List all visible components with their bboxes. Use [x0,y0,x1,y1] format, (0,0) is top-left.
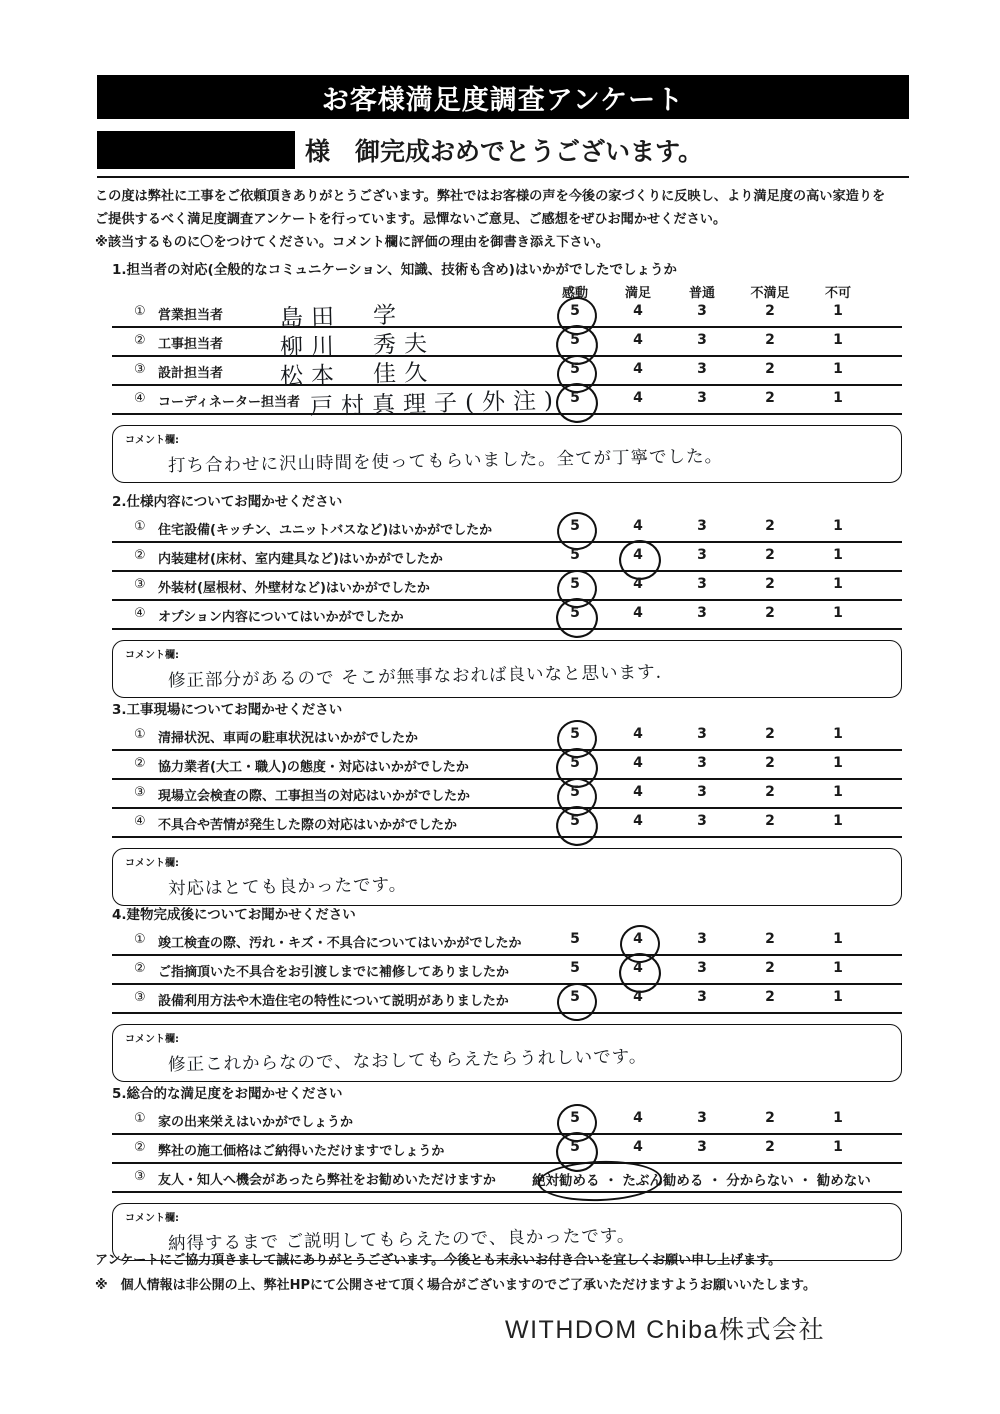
rating-value-4[interactable]: 4 [633,1139,643,1155]
rating-value-1[interactable]: 1 [833,931,843,947]
section-1 [112,258,902,483]
section-5 [112,1082,902,1261]
question-label: 設備利用方法や木造住宅の特性について説明がありましたか [158,994,509,1009]
question-label: 弊社の施工価格はご納得いただけますでしょうか [158,1144,445,1159]
rating-value-3[interactable]: 3 [697,303,707,319]
intro-block [95,188,913,257]
comment-label: コメント欄: [125,1034,179,1045]
section-3 [112,698,902,906]
rating-value-3[interactable]: 3 [697,813,707,829]
question-label: コーディネーター担当者 [158,395,300,410]
rating-value-3[interactable]: 3 [697,1139,707,1155]
question-number: ② [134,1140,146,1155]
question-label: 竣工検査の際、汚れ・キズ・不具合についてはいかがでしたか [158,936,522,951]
section-4 [112,903,902,1082]
intro-line-2: ご提供するべく満足度調査アンケートを行っています。忌憚ないご意見、ご感想をぜひお聞かせください。 [95,212,727,227]
rating-value-1[interactable]: 1 [833,576,843,592]
rating-value-4[interactable]: 4 [633,784,643,800]
rating-value-2[interactable]: 2 [765,1110,775,1126]
section-heading: 2.仕様内容についてお聞かせください [112,494,343,510]
rating-value-5[interactable]: 5 [570,1139,580,1155]
rating-value-4[interactable]: 4 [633,605,643,621]
rating-value-2[interactable]: 2 [765,931,775,947]
rating-value-3[interactable]: 3 [697,576,707,592]
rating-value-1[interactable]: 1 [833,303,843,319]
rating-value-1[interactable]: 1 [833,726,843,742]
question-label: 外装材(屋根材、外壁材など)はいかがでしたか [158,581,430,596]
rating-value-2[interactable]: 2 [765,784,775,800]
question-number: ② [134,756,146,771]
footer-privacy: ※ 個人情報は非公開の上、弊社HPにて公開させて頂く場合がございますのでご了承いただけますようお願いいたします。 [95,1278,817,1293]
rating-value-2[interactable]: 2 [765,390,775,406]
question-label: オプション内容についてはいかがでしたか [158,610,404,625]
intro-line-3: ※該当するものに〇をつけてください。コメント欄に評価の理由を御書き添え下さい。 [95,235,609,250]
question-row [112,956,902,985]
rating-value-1[interactable]: 1 [833,813,843,829]
rating-value-5[interactable]: 5 [570,576,580,592]
rating-value-3[interactable]: 3 [697,361,707,377]
rating-value-5[interactable]: 5 [570,361,580,377]
section-2 [112,490,902,698]
rating-value-4[interactable]: 4 [633,518,643,534]
question-label: 営業担当者 [158,308,224,323]
scale-label-4: 満足 [624,286,651,301]
question-row [112,985,902,1014]
handwritten-staff-name: 戸村真理子(外注) [309,387,562,421]
question-row [112,299,902,332]
question-number: ② [134,548,146,563]
rating-value-3[interactable]: 3 [697,726,707,742]
question-row [112,809,902,838]
selection-circle [554,596,600,640]
rating-value-3[interactable]: 3 [697,960,707,976]
question-label: 不具合や苦情が発生した際の対応はいかがでしたか [158,818,458,833]
question-number: ② [134,333,146,348]
question-row [112,543,902,572]
question-number: ① [134,304,146,319]
rating-value-1[interactable]: 1 [833,755,843,771]
question-number: ④ [134,391,146,406]
rating-value-1[interactable]: 1 [833,989,843,1005]
rating-value-4[interactable]: 4 [633,332,643,348]
comment-label: コメント欄: [125,435,179,446]
rating-value-5[interactable]: 5 [570,726,580,742]
scale-label-5: 感動 [561,286,588,301]
rating-value-4[interactable]: 4 [633,547,643,563]
question-row [112,572,902,601]
question-row [112,722,902,751]
rating-value-5[interactable]: 5 [570,755,580,771]
section-heading: 4.建物完成後についてお聞かせください [112,907,356,923]
question-row [112,601,902,630]
rating-value-5[interactable]: 5 [570,1110,580,1126]
rating-value-2[interactable]: 2 [765,332,775,348]
rating-value-3[interactable]: 3 [697,755,707,771]
section-heading: 3.工事現場についてお聞かせください [112,702,343,718]
header-divider [97,176,909,178]
question-number: ④ [134,606,146,621]
question-label: 内装建材(床材、室内建具など)はいかがでしたか [158,552,443,567]
question-number: ② [134,961,146,976]
rating-value-4[interactable]: 4 [633,989,643,1005]
question-row [112,927,902,956]
rating-value-2[interactable]: 2 [765,813,775,829]
rating-value-2[interactable]: 2 [765,755,775,771]
comment-box[interactable] [112,640,902,698]
question-number: ① [134,1111,146,1126]
question-label: ご指摘頂いた不具合をお引渡しまでに補修してありましたか [158,965,510,980]
scale-label-3: 普通 [688,286,715,301]
rating-value-4[interactable]: 4 [633,931,643,947]
rating-value-4[interactable]: 4 [633,576,643,592]
rating-value-5[interactable]: 5 [570,813,580,829]
comment-label: コメント欄: [125,650,179,661]
rating-value-4[interactable]: 4 [633,303,643,319]
rating-value-3[interactable]: 3 [697,605,707,621]
rating-value-5[interactable]: 5 [570,931,580,947]
rating-value-2[interactable]: 2 [765,989,775,1005]
handwritten-staff-name: 松本 佳久 [279,359,436,391]
scale-label-1: 不可 [824,286,851,301]
comment-label: コメント欄: [125,858,179,869]
rating-value-5[interactable]: 5 [570,547,580,563]
rating-value-3[interactable]: 3 [697,989,707,1005]
selection-circle [554,381,600,425]
customer-name-row [97,130,909,170]
rating-value-3[interactable]: 3 [697,390,707,406]
question-row [112,1106,902,1135]
comment-text: 修正これからなので、なおしてもらえたらうれしいです。 [167,1046,648,1076]
comment-box[interactable] [112,848,902,906]
rating-value-2[interactable]: 2 [765,576,775,592]
question-label: 工事担当者 [158,337,224,352]
rating-value-4[interactable]: 4 [633,813,643,829]
rating-value-4[interactable]: 4 [633,1110,643,1126]
rating-value-5[interactable]: 5 [570,784,580,800]
rating-value-1[interactable]: 1 [833,960,843,976]
question-number: ③ [134,362,146,377]
selection-circle [537,1159,662,1203]
rating-value-1[interactable]: 1 [833,1139,843,1155]
rating-value-1[interactable]: 1 [833,361,843,377]
rating-value-5[interactable]: 5 [570,332,580,348]
question-label: 住宅設備(キッチン、ユニットバスなど)はいかがでしたか [158,523,493,538]
question-number: ① [134,519,146,534]
question-row [112,328,902,362]
rating-value-1[interactable]: 1 [833,547,843,563]
question-label: 設計担当者 [158,366,224,381]
handwritten-staff-name: 島田 学 [279,302,405,332]
redacted-customer-name [97,131,295,169]
question-number: ③ [134,785,146,800]
question-number: ① [134,932,146,947]
rating-value-4[interactable]: 4 [633,726,643,742]
question-row [112,780,902,809]
question-label: 現場立会検査の際、工事担当の対応はいかがでしたか [158,789,471,804]
rating-value-2[interactable]: 2 [765,361,775,377]
question-row [112,751,902,780]
rating-value-5[interactable]: 5 [570,390,580,406]
rating-value-5[interactable]: 5 [570,989,580,1005]
section-heading: 5.総合的な満足度をお聞かせください [112,1086,343,1102]
footer-thanks: アンケートにご協力頂きまして誠にありがとうございます。今後とも末永いお付き合いを宜しくお願い申し上げます。 [95,1253,782,1268]
question-number: ③ [134,577,146,592]
rating-value-2[interactable]: 2 [765,960,775,976]
handwritten-staff-name: 柳川 秀夫 [279,330,436,362]
rating-value-3[interactable]: 3 [697,784,707,800]
rating-value-4[interactable]: 4 [633,390,643,406]
question-number: ① [134,727,146,742]
rating-value-2[interactable]: 2 [765,726,775,742]
question-row [112,1164,902,1193]
question-number: ③ [134,1169,146,1184]
rating-value-4[interactable]: 4 [633,361,643,377]
rating-value-5[interactable]: 5 [570,518,580,534]
question-number: ③ [134,990,146,1005]
rating-value-2[interactable]: 2 [765,303,775,319]
question-number: ④ [134,814,146,829]
question-row [112,386,902,421]
rating-value-5[interactable]: 5 [570,960,580,976]
rating-value-1[interactable]: 1 [833,605,843,621]
recommendation-choices[interactable]: 絶対勧める ・ たぶん勧める ・ 分からない ・ 勧めない [532,1173,871,1189]
rating-value-2[interactable]: 2 [765,518,775,534]
comment-text: 納得するまで ご説明してもらえたので、良かったです。 [167,1226,636,1255]
rating-value-1[interactable]: 1 [833,1110,843,1126]
rating-value-3[interactable]: 3 [697,547,707,563]
rating-value-1[interactable]: 1 [833,332,843,348]
question-label: 協力業者(大工・職人)の態度・対応はいかがでしたか [158,760,469,775]
section-heading: 1.担当者の対応(全般的なコミュニケーション、知識、技術も含め)はいかがでしたでしょうか [112,262,677,278]
rating-value-1[interactable]: 1 [833,390,843,406]
rating-value-4[interactable]: 4 [633,960,643,976]
selection-circle [555,981,599,1024]
question-label: 家の出来栄えはいかがでしょうか [158,1115,354,1130]
comment-text: 修正部分があるので そこが無事なおれば良いなと思います. [167,662,663,692]
selection-circle [554,804,600,848]
scale-header [112,282,902,299]
question-label: 清掃状況、車両の駐車状況はいかがでしたか [158,731,419,746]
comment-text: 打ち合わせに沢山時間を使ってもらいました。全てが丁寧でした。 [167,446,724,477]
rating-value-3[interactable]: 3 [697,931,707,947]
comment-box[interactable] [112,1024,902,1082]
rating-value-4[interactable]: 4 [633,755,643,771]
question-row [112,514,902,543]
scale-label-2: 不満足 [750,286,790,301]
company-name: WITHDOM Chiba株式会社 [505,1316,825,1344]
rating-value-3[interactable]: 3 [697,1110,707,1126]
rating-value-5[interactable]: 5 [570,605,580,621]
rating-value-3[interactable]: 3 [697,518,707,534]
rating-value-1[interactable]: 1 [833,784,843,800]
rating-value-2[interactable]: 2 [765,605,775,621]
rating-value-2[interactable]: 2 [765,1139,775,1155]
congratulations-text: 様 御完成おめでとうございます。 [305,137,704,166]
question-label: 友人・知人へ機会があったら弊社をお勧めいただけますか [158,1173,496,1188]
rating-value-3[interactable]: 3 [697,332,707,348]
page-title-bar [97,75,909,119]
footer-block [95,1252,913,1302]
rating-value-2[interactable]: 2 [765,547,775,563]
page-title: お客様満足度調査アンケート [321,84,685,116]
rating-value-5[interactable]: 5 [570,303,580,319]
rating-value-1[interactable]: 1 [833,518,843,534]
intro-line-1: この度は弊社に工事をご依頼頂きありがとうございます。弊社ではお客様の声を今後の家づくりに反映し、より満足度の高い家造りを [95,189,886,204]
question-row [112,357,902,391]
question-row [112,1135,902,1164]
comment-label: コメント欄: [125,1213,179,1224]
comment-text: 対応はとても良かったです。 [167,875,408,900]
comment-box[interactable] [112,425,902,483]
